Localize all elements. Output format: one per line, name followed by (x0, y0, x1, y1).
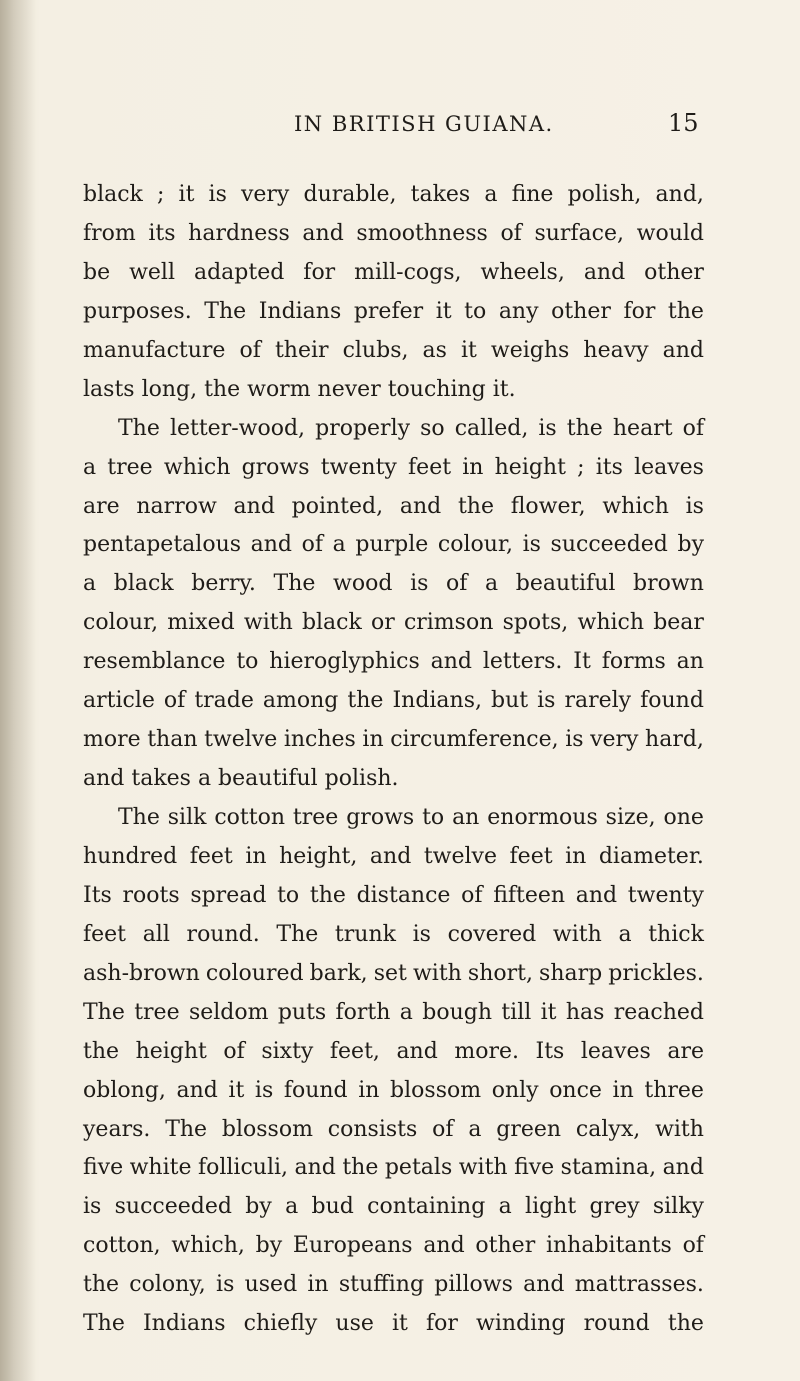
running-head: IN BRITISH GUIANA. (294, 112, 554, 136)
binding-shadow (0, 0, 36, 1381)
body-text (83, 176, 704, 1344)
page-number: 15 (668, 109, 699, 137)
text-line: feet all round. The trunk is covered with a thick (83, 921, 704, 947)
text-line: Its roots spread to the distance of fifteen and twenty (83, 882, 704, 908)
text-line: the height of sixty feet, and more. Its leaves are (83, 1038, 704, 1064)
text-line: resemblance to hieroglyphics and letters. It forms an (83, 649, 704, 675)
text-line: is succeeded by a bud containing a light grey silky (83, 1194, 704, 1220)
text-line: the colony, is used in stuffing pillows and mattrasses. (83, 1272, 704, 1298)
text-line: manufacture of their clubs, as it weighs heavy and (83, 337, 704, 363)
text-line: cotton, which, by Europeans and other inhabitants of (83, 1233, 704, 1259)
text-line: be well adapted for mill-cogs, wheels, and other (83, 259, 704, 285)
text-line: are narrow and pointed, and the flower, which is (83, 493, 704, 519)
page-header (0, 109, 800, 152)
text-line: and takes a beautiful polish. (83, 766, 399, 792)
text-line: hundred feet in height, and twelve feet in diameter. (83, 843, 704, 869)
text-line: The silk cotton tree grows to an enormous size, one (118, 805, 704, 830)
text-line: ash-brown coloured bark, set with short, sharp prickles. (83, 960, 704, 986)
text-line: colour, mixed with black or crimson spots, which bear (83, 610, 704, 636)
text-line: more than twelve inches in circumference, is very hard, (83, 727, 704, 753)
text-line: oblong, and it is found in blossom only once in three (83, 1077, 704, 1103)
text-line: The letter-wood, properly so called, is the heart of (118, 415, 704, 441)
text-line: a black berry. The wood is of a beautiful brown (83, 571, 704, 597)
text-line: purposes. The Indians prefer it to any other for the (83, 298, 704, 324)
text-line: a tree which grows twenty feet in height ; its leaves (83, 454, 704, 480)
text-line: The Indians chiefly use it for winding round the (83, 1311, 704, 1337)
text-line: years. The blossom consists of a green calyx, with (83, 1116, 704, 1142)
text-line: from its hardness and smoothness of surface, would (83, 220, 704, 246)
text-line: five white folliculi, and the petals with five stamina, and (83, 1155, 704, 1181)
text-line: black ; it is very durable, takes a fine polish, and, (83, 182, 704, 207)
text-line: article of trade among the Indians, but is rarely found (83, 688, 704, 714)
text-line: pentapetalous and of a purple colour, is succeeded by (83, 532, 704, 558)
text-line: The tree seldom puts forth a bough till it has reached (83, 999, 704, 1025)
text-line: lasts long, the worm never touching it. (83, 376, 516, 402)
